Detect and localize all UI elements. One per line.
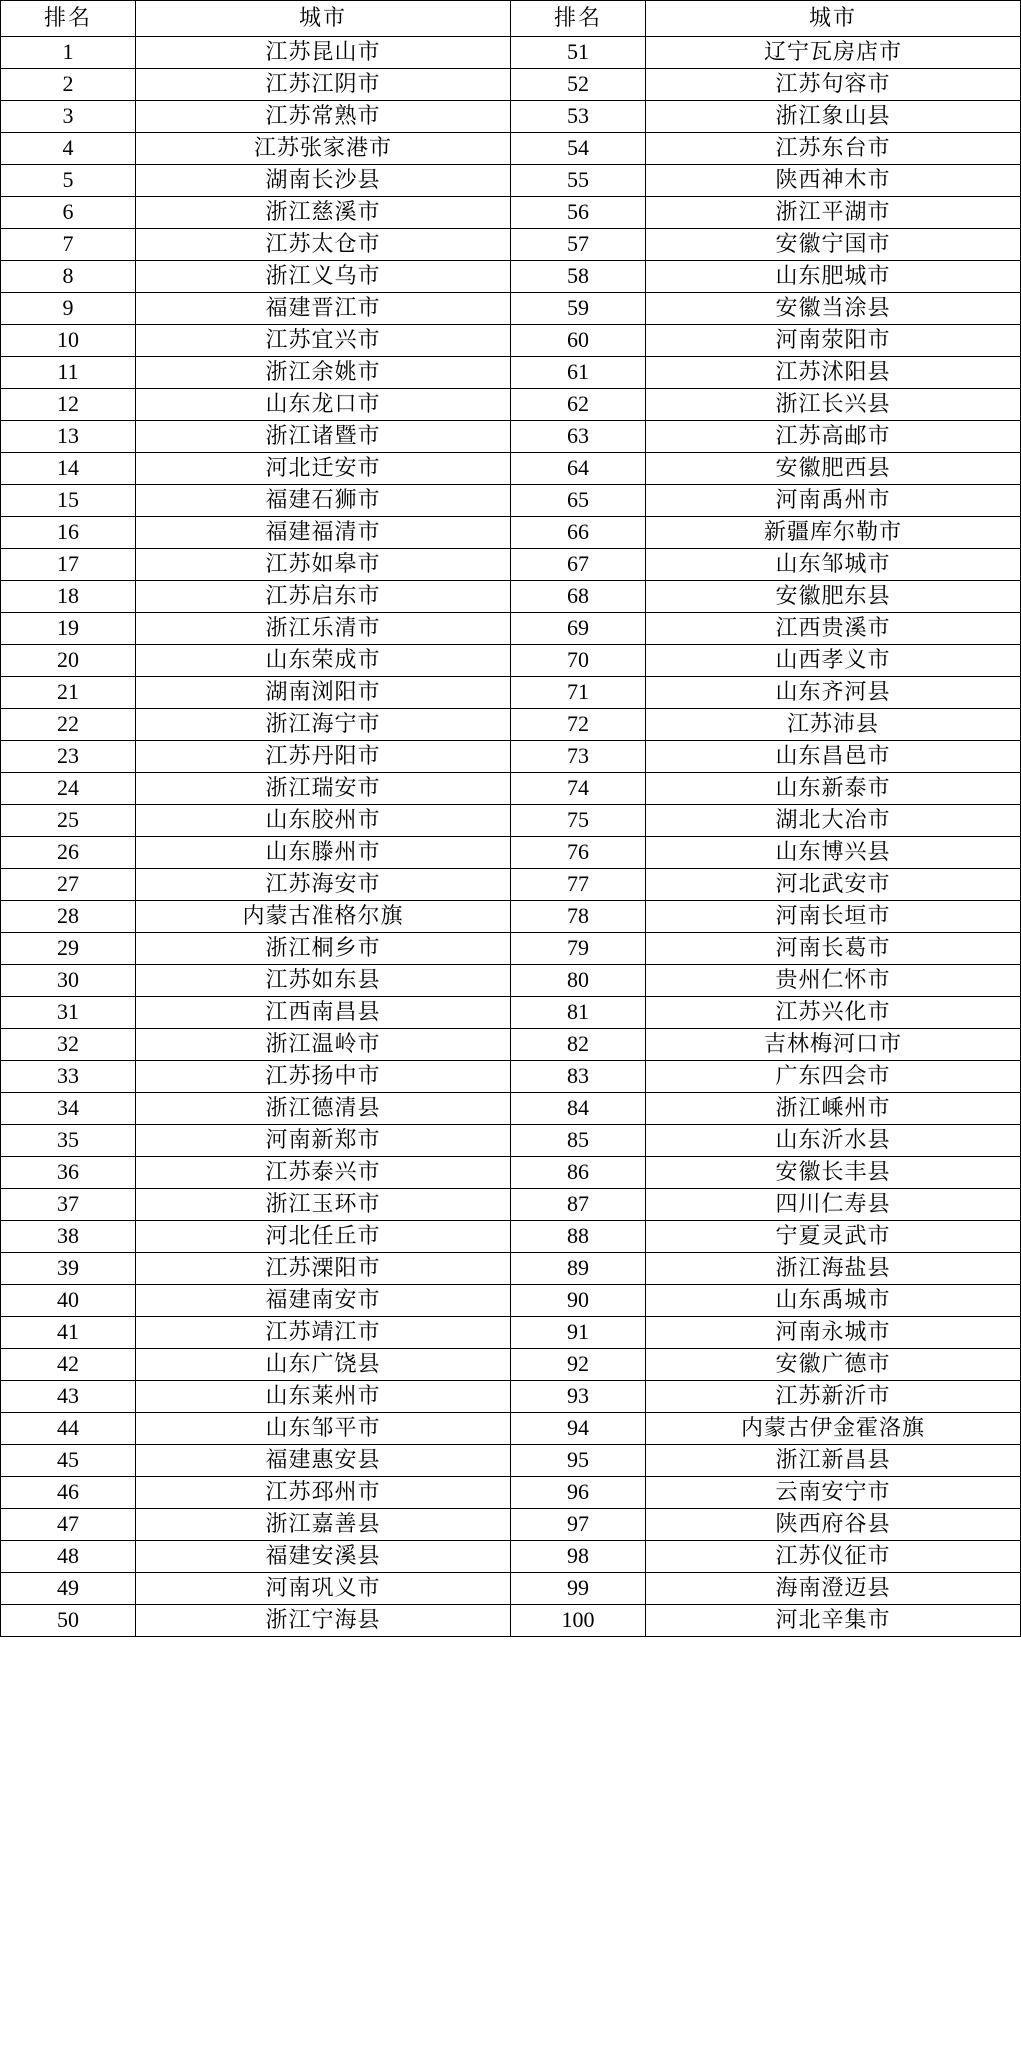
cell-city-right: 广东四会市 (646, 1061, 1021, 1093)
table-row (1, 1285, 1021, 1317)
cell-city-left: 江苏海安市 (136, 869, 511, 901)
cell-city-right: 河南禹州市 (646, 485, 1021, 517)
table-row (1, 325, 1021, 357)
table-row (1, 69, 1021, 101)
table-row (1, 581, 1021, 613)
cell-city-right: 江苏高邮市 (646, 421, 1021, 453)
cell-city-right: 山东禹城市 (646, 1285, 1021, 1317)
cell-city-right: 安徽广德市 (646, 1349, 1021, 1381)
cell-city-right: 山西孝义市 (646, 645, 1021, 677)
cell-city-right: 江苏沭阳县 (646, 357, 1021, 389)
cell-rank-right: 74 (511, 773, 646, 805)
table-row (1, 421, 1021, 453)
cell-city-left: 浙江义乌市 (136, 261, 511, 293)
cell-city-left: 浙江玉环市 (136, 1189, 511, 1221)
table-row (1, 1605, 1021, 1637)
column-header-rank-left: 排名 (1, 1, 136, 37)
cell-city-right: 云南安宁市 (646, 1477, 1021, 1509)
cell-city-right: 宁夏灵武市 (646, 1221, 1021, 1253)
cell-rank-left: 6 (1, 197, 136, 229)
table-row (1, 293, 1021, 325)
cell-rank-right: 75 (511, 805, 646, 837)
cell-city-left: 江苏靖江市 (136, 1317, 511, 1349)
cell-rank-left: 32 (1, 1029, 136, 1061)
table-header (1, 1, 1021, 37)
cell-city-left: 江苏张家港市 (136, 133, 511, 165)
cell-city-left: 浙江桐乡市 (136, 933, 511, 965)
cell-city-left: 福建福清市 (136, 517, 511, 549)
cell-rank-right: 70 (511, 645, 646, 677)
cell-city-right: 江苏沛县 (646, 709, 1021, 741)
cell-rank-right: 65 (511, 485, 646, 517)
cell-rank-left: 40 (1, 1285, 136, 1317)
cell-rank-right: 73 (511, 741, 646, 773)
cell-city-right: 浙江长兴县 (646, 389, 1021, 421)
cell-rank-right: 63 (511, 421, 646, 453)
cell-city-left: 江苏常熟市 (136, 101, 511, 133)
cell-city-right: 浙江新昌县 (646, 1445, 1021, 1477)
cell-city-right: 江苏仪征市 (646, 1541, 1021, 1573)
cell-city-left: 江苏溧阳市 (136, 1253, 511, 1285)
table-row (1, 1093, 1021, 1125)
cell-rank-left: 45 (1, 1445, 136, 1477)
cell-rank-right: 84 (511, 1093, 646, 1125)
cell-rank-left: 24 (1, 773, 136, 805)
table-row (1, 549, 1021, 581)
cell-rank-left: 7 (1, 229, 136, 261)
table-row (1, 1349, 1021, 1381)
table-row (1, 453, 1021, 485)
cell-city-left: 江苏启东市 (136, 581, 511, 613)
cell-city-left: 山东胶州市 (136, 805, 511, 837)
cell-city-left: 浙江嘉善县 (136, 1509, 511, 1541)
cell-city-left: 江苏邳州市 (136, 1477, 511, 1509)
table-body (1, 37, 1021, 1637)
table-row (1, 645, 1021, 677)
cell-city-right: 河北辛集市 (646, 1605, 1021, 1637)
cell-city-left: 浙江瑞安市 (136, 773, 511, 805)
cell-rank-left: 21 (1, 677, 136, 709)
table-row (1, 741, 1021, 773)
cell-rank-right: 62 (511, 389, 646, 421)
cell-city-left: 江苏宜兴市 (136, 325, 511, 357)
cell-city-left: 河北任丘市 (136, 1221, 511, 1253)
cell-rank-left: 5 (1, 165, 136, 197)
cell-city-right: 安徽肥东县 (646, 581, 1021, 613)
table-row (1, 101, 1021, 133)
cell-rank-left: 15 (1, 485, 136, 517)
cell-rank-left: 13 (1, 421, 136, 453)
cell-rank-right: 99 (511, 1573, 646, 1605)
table-row (1, 997, 1021, 1029)
cell-city-right: 山东邹城市 (646, 549, 1021, 581)
cell-rank-left: 48 (1, 1541, 136, 1573)
cell-rank-right: 79 (511, 933, 646, 965)
cell-rank-left: 11 (1, 357, 136, 389)
cell-city-right: 山东博兴县 (646, 837, 1021, 869)
cell-rank-right: 96 (511, 1477, 646, 1509)
cell-city-right: 江苏东台市 (646, 133, 1021, 165)
cell-rank-left: 42 (1, 1349, 136, 1381)
cell-rank-right: 71 (511, 677, 646, 709)
table-row (1, 933, 1021, 965)
cell-city-left: 福建晋江市 (136, 293, 511, 325)
cell-rank-right: 82 (511, 1029, 646, 1061)
table-row (1, 1381, 1021, 1413)
cell-rank-left: 17 (1, 549, 136, 581)
cell-rank-right: 54 (511, 133, 646, 165)
cell-rank-left: 31 (1, 997, 136, 1029)
table-row (1, 837, 1021, 869)
cell-city-left: 江西南昌县 (136, 997, 511, 1029)
cell-rank-right: 56 (511, 197, 646, 229)
cell-rank-right: 59 (511, 293, 646, 325)
cell-city-right: 安徽当涂县 (646, 293, 1021, 325)
cell-rank-right: 93 (511, 1381, 646, 1413)
cell-city-left: 江苏昆山市 (136, 37, 511, 69)
cell-city-left: 浙江乐清市 (136, 613, 511, 645)
table-row (1, 613, 1021, 645)
table-row (1, 165, 1021, 197)
cell-city-left: 浙江宁海县 (136, 1605, 511, 1637)
cell-rank-right: 69 (511, 613, 646, 645)
cell-rank-left: 26 (1, 837, 136, 869)
cell-city-left: 浙江余姚市 (136, 357, 511, 389)
cell-rank-right: 88 (511, 1221, 646, 1253)
cell-city-right: 浙江嵊州市 (646, 1093, 1021, 1125)
cell-city-left: 浙江慈溪市 (136, 197, 511, 229)
cell-city-right: 江苏兴化市 (646, 997, 1021, 1029)
cell-city-left: 山东龙口市 (136, 389, 511, 421)
table-row (1, 709, 1021, 741)
cell-city-left: 浙江诸暨市 (136, 421, 511, 453)
column-header-rank-right: 排名 (511, 1, 646, 37)
cell-city-right: 河南长葛市 (646, 933, 1021, 965)
cell-city-right: 山东肥城市 (646, 261, 1021, 293)
cell-rank-right: 100 (511, 1605, 646, 1637)
cell-rank-right: 60 (511, 325, 646, 357)
cell-city-right: 新疆库尔勒市 (646, 517, 1021, 549)
table-row (1, 1445, 1021, 1477)
table-row (1, 1221, 1021, 1253)
cell-rank-left: 16 (1, 517, 136, 549)
cell-rank-right: 89 (511, 1253, 646, 1285)
table-row (1, 357, 1021, 389)
table-row (1, 1573, 1021, 1605)
table-row (1, 1189, 1021, 1221)
cell-rank-right: 77 (511, 869, 646, 901)
cell-city-right: 山东新泰市 (646, 773, 1021, 805)
table-row (1, 1157, 1021, 1189)
cell-city-right: 安徽宁国市 (646, 229, 1021, 261)
cell-city-left: 内蒙古准格尔旗 (136, 901, 511, 933)
cell-rank-right: 83 (511, 1061, 646, 1093)
cell-city-right: 湖北大冶市 (646, 805, 1021, 837)
cell-rank-right: 94 (511, 1413, 646, 1445)
cell-city-right: 安徽长丰县 (646, 1157, 1021, 1189)
table-row (1, 901, 1021, 933)
cell-rank-left: 43 (1, 1381, 136, 1413)
cell-city-left: 江苏扬中市 (136, 1061, 511, 1093)
cell-rank-right: 58 (511, 261, 646, 293)
cell-rank-right: 66 (511, 517, 646, 549)
cell-city-right: 河南荥阳市 (646, 325, 1021, 357)
cell-city-right: 山东齐河县 (646, 677, 1021, 709)
cell-rank-right: 76 (511, 837, 646, 869)
cell-city-right: 河南永城市 (646, 1317, 1021, 1349)
cell-rank-left: 9 (1, 293, 136, 325)
table-row (1, 1413, 1021, 1445)
cell-city-right: 山东昌邑市 (646, 741, 1021, 773)
table-row (1, 1029, 1021, 1061)
table-row (1, 1061, 1021, 1093)
cell-rank-right: 64 (511, 453, 646, 485)
cell-rank-left: 41 (1, 1317, 136, 1349)
cell-rank-left: 30 (1, 965, 136, 997)
cell-rank-right: 97 (511, 1509, 646, 1541)
cell-rank-left: 50 (1, 1605, 136, 1637)
cell-city-right: 辽宁瓦房店市 (646, 37, 1021, 69)
cell-rank-right: 78 (511, 901, 646, 933)
cell-city-left: 山东滕州市 (136, 837, 511, 869)
cell-rank-right: 90 (511, 1285, 646, 1317)
table-row (1, 261, 1021, 293)
cell-rank-left: 4 (1, 133, 136, 165)
cell-city-left: 山东荣成市 (136, 645, 511, 677)
cell-rank-right: 72 (511, 709, 646, 741)
cell-city-left: 浙江温岭市 (136, 1029, 511, 1061)
cell-rank-right: 87 (511, 1189, 646, 1221)
table-row (1, 197, 1021, 229)
cell-rank-left: 44 (1, 1413, 136, 1445)
cell-rank-left: 34 (1, 1093, 136, 1125)
table-row (1, 517, 1021, 549)
cell-rank-left: 38 (1, 1221, 136, 1253)
cell-rank-left: 25 (1, 805, 136, 837)
table-row (1, 869, 1021, 901)
cell-city-right: 江苏新沂市 (646, 1381, 1021, 1413)
cell-rank-left: 27 (1, 869, 136, 901)
table-row (1, 677, 1021, 709)
cell-rank-left: 2 (1, 69, 136, 101)
cell-city-left: 河北迁安市 (136, 453, 511, 485)
cell-rank-left: 37 (1, 1189, 136, 1221)
cell-city-left: 福建安溪县 (136, 1541, 511, 1573)
cell-city-right: 河北武安市 (646, 869, 1021, 901)
cell-rank-left: 10 (1, 325, 136, 357)
cell-rank-right: 86 (511, 1157, 646, 1189)
cell-rank-left: 47 (1, 1509, 136, 1541)
cell-city-right: 四川仁寿县 (646, 1189, 1021, 1221)
column-header-city-right: 城市 (646, 1, 1021, 37)
table-row (1, 1125, 1021, 1157)
cell-city-right: 陕西府谷县 (646, 1509, 1021, 1541)
table-row (1, 965, 1021, 997)
cell-rank-left: 14 (1, 453, 136, 485)
table-row (1, 1509, 1021, 1541)
cell-city-right: 内蒙古伊金霍洛旗 (646, 1413, 1021, 1445)
cell-rank-right: 55 (511, 165, 646, 197)
cell-rank-right: 85 (511, 1125, 646, 1157)
cell-city-right: 江西贵溪市 (646, 613, 1021, 645)
cell-city-left: 江苏如东县 (136, 965, 511, 997)
cell-city-left: 山东邹平市 (136, 1413, 511, 1445)
cell-city-left: 江苏江阴市 (136, 69, 511, 101)
cell-rank-left: 1 (1, 37, 136, 69)
cell-rank-left: 28 (1, 901, 136, 933)
cell-city-left: 福建南安市 (136, 1285, 511, 1317)
cell-rank-right: 61 (511, 357, 646, 389)
cell-city-left: 福建惠安县 (136, 1445, 511, 1477)
cell-city-right: 陕西神木市 (646, 165, 1021, 197)
cell-city-right: 江苏句容市 (646, 69, 1021, 101)
table-row (1, 805, 1021, 837)
cell-rank-left: 18 (1, 581, 136, 613)
table-row (1, 1317, 1021, 1349)
cell-rank-left: 3 (1, 101, 136, 133)
cell-rank-left: 19 (1, 613, 136, 645)
cell-rank-left: 29 (1, 933, 136, 965)
cell-rank-left: 39 (1, 1253, 136, 1285)
cell-city-left: 山东莱州市 (136, 1381, 511, 1413)
cell-city-right: 浙江海盐县 (646, 1253, 1021, 1285)
cell-rank-right: 68 (511, 581, 646, 613)
table-row (1, 133, 1021, 165)
table-row (1, 485, 1021, 517)
cell-city-left: 湖南长沙县 (136, 165, 511, 197)
cell-rank-left: 36 (1, 1157, 136, 1189)
cell-city-right: 浙江平湖市 (646, 197, 1021, 229)
table-row (1, 1541, 1021, 1573)
cell-rank-right: 92 (511, 1349, 646, 1381)
cell-rank-left: 22 (1, 709, 136, 741)
cell-rank-right: 52 (511, 69, 646, 101)
cell-rank-left: 35 (1, 1125, 136, 1157)
cell-city-right: 吉林梅河口市 (646, 1029, 1021, 1061)
cell-rank-right: 67 (511, 549, 646, 581)
cell-city-right: 山东沂水县 (646, 1125, 1021, 1157)
cell-city-left: 浙江德清县 (136, 1093, 511, 1125)
cell-rank-left: 20 (1, 645, 136, 677)
cell-rank-right: 57 (511, 229, 646, 261)
cell-city-left: 江苏太仓市 (136, 229, 511, 261)
cell-rank-left: 49 (1, 1573, 136, 1605)
table-row (1, 1477, 1021, 1509)
table-header-row (1, 1, 1021, 37)
cell-rank-left: 33 (1, 1061, 136, 1093)
cell-city-left: 江苏泰兴市 (136, 1157, 511, 1189)
cell-city-left: 江苏如皋市 (136, 549, 511, 581)
cell-city-right: 浙江象山县 (646, 101, 1021, 133)
table-row (1, 773, 1021, 805)
cell-rank-right: 91 (511, 1317, 646, 1349)
cell-rank-right: 98 (511, 1541, 646, 1573)
cell-rank-right: 80 (511, 965, 646, 997)
cell-city-right: 海南澄迈县 (646, 1573, 1021, 1605)
cell-city-right: 河南长垣市 (646, 901, 1021, 933)
cell-city-left: 福建石狮市 (136, 485, 511, 517)
cell-city-left: 江苏丹阳市 (136, 741, 511, 773)
cell-city-left: 河南巩义市 (136, 1573, 511, 1605)
cell-rank-right: 95 (511, 1445, 646, 1477)
cell-city-left: 湖南浏阳市 (136, 677, 511, 709)
cell-rank-left: 8 (1, 261, 136, 293)
column-header-city-left: 城市 (136, 1, 511, 37)
cell-rank-right: 81 (511, 997, 646, 1029)
cell-rank-right: 53 (511, 101, 646, 133)
cell-city-left: 浙江海宁市 (136, 709, 511, 741)
cell-city-left: 河南新郑市 (136, 1125, 511, 1157)
cell-rank-left: 23 (1, 741, 136, 773)
cell-city-left: 山东广饶县 (136, 1349, 511, 1381)
table-row (1, 229, 1021, 261)
cell-rank-right: 51 (511, 37, 646, 69)
cell-city-right: 贵州仁怀市 (646, 965, 1021, 997)
table-row (1, 389, 1021, 421)
table-row (1, 37, 1021, 69)
cell-rank-left: 12 (1, 389, 136, 421)
table-row (1, 1253, 1021, 1285)
cell-city-right: 安徽肥西县 (646, 453, 1021, 485)
cell-rank-left: 46 (1, 1477, 136, 1509)
